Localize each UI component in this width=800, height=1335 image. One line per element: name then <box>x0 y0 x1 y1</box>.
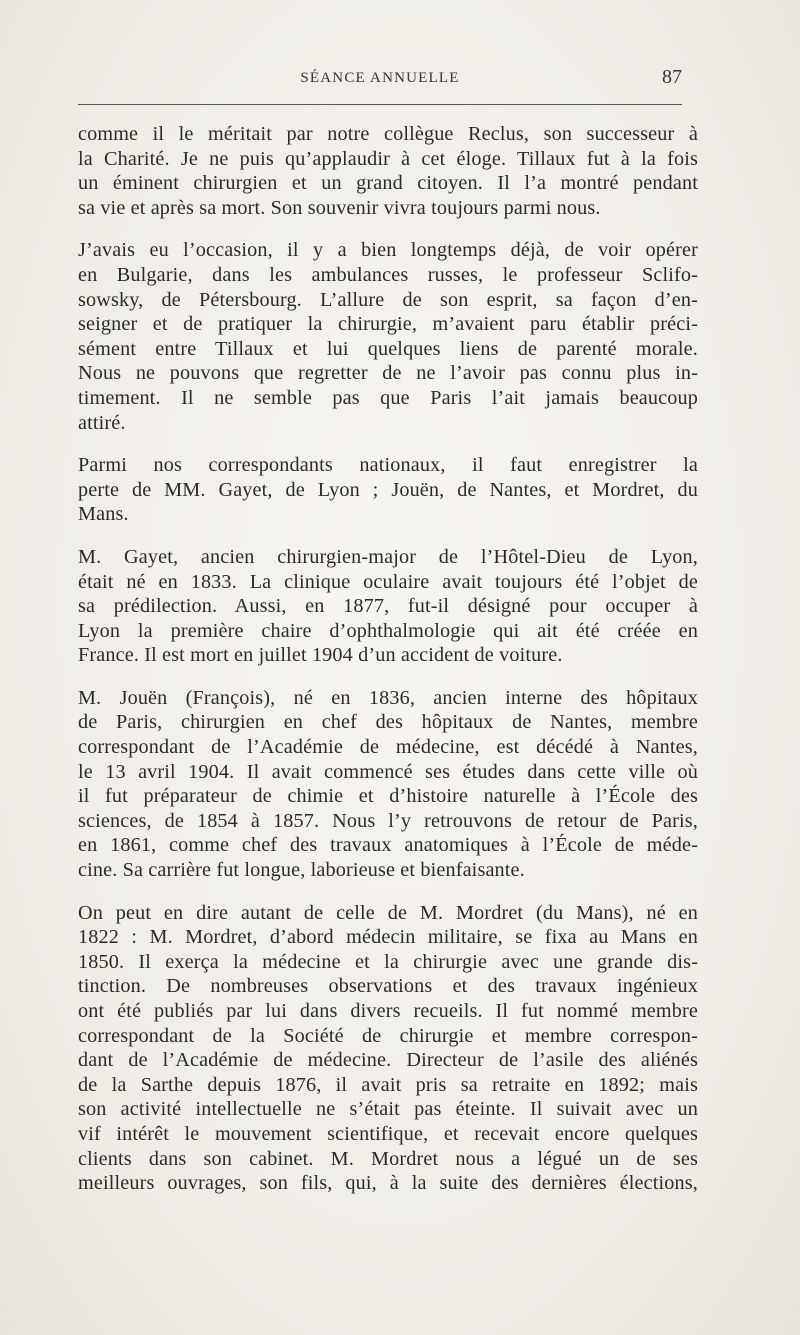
paragraph-3 <box>78 453 698 527</box>
text-line: Mans. <box>78 503 129 526</box>
page-number: 87 <box>662 66 682 88</box>
paragraph-gap <box>78 668 698 686</box>
text-line: sa vie et après sa mort. Son souvenir vivra toujours parmi nous. <box>78 196 601 219</box>
text-line: son activité intellectuelle ne s’était pas éteinte. Il suivait avec un <box>78 1098 698 1121</box>
text-line: On peut en dire autant de celle de M. Mordret (du Mans), né en <box>78 901 698 924</box>
page-header <box>78 66 682 96</box>
text-line: 1822 : M. Mordret, d’abord médecin militaire, se fixa au Mans en <box>78 926 698 949</box>
paragraph-5 <box>78 686 698 883</box>
paragraph-gap <box>78 883 698 901</box>
text-line: timement. Il ne semble pas que Paris l’ait jamais beaucoup <box>78 386 698 409</box>
paragraph-gap <box>78 527 698 545</box>
text-line: sa prédilection. Aussi, en 1877, fut-il désigné pour occuper à <box>78 595 698 618</box>
text-line: vif intérêt le mouvement scientifique, et recevait encore quelques <box>78 1122 698 1145</box>
paragraph-gap <box>78 220 698 238</box>
text-line: Parmi nos correspondants nationaux, il faut enregistrer la <box>78 454 698 477</box>
text-line: de Paris, chirurgien en chef des hôpitaux de Nantes, membre <box>78 711 698 734</box>
text-line: dant de l’Académie de médecine. Directeur de l’asile des aliénés <box>78 1049 698 1072</box>
text-line: M. Gayet, ancien chirurgien-major de l’Hôtel-Dieu de Lyon, <box>78 545 698 568</box>
text-line: était né en 1833. La clinique oculaire avait toujours été l’objet de <box>78 570 698 593</box>
text-line: 1850. Il exerça la médecine et la chirurgie avec une grande dis- <box>78 950 698 973</box>
paragraph-gap <box>78 435 698 453</box>
text-line: M. Jouën (François), né en 1836, ancien interne des hôpitaux <box>78 686 698 709</box>
text-line: de la Sarthe depuis 1876, il avait pris sa retraite en 1892; mais <box>78 1073 698 1096</box>
paragraph-2 <box>78 238 698 435</box>
text-line: sément entre Tillaux et lui quelques liens de parenté morale. <box>78 337 698 360</box>
paragraph-1 <box>78 122 698 220</box>
text-line: il fut préparateur de chimie et d’histoire naturelle à l’École des <box>78 785 698 808</box>
text-line: sciences, de 1854 à 1857. Nous l’y retrouvons de retour de Paris, <box>78 809 698 832</box>
text-line: tinction. De nombreuses observations et des travaux ingénieux <box>78 975 698 998</box>
text-line: meilleurs ouvrages, son fils, qui, à la suite des dernières élections, <box>78 1172 698 1195</box>
text-line: en Bulgarie, dans les ambulances russes, le professeur Sclifo- <box>78 263 698 286</box>
text-line: Lyon la première chaire d’ophthalmologie qui ait été créée en <box>78 619 698 642</box>
text-line: ont été publiés par lui dans divers recueils. Il fut nommé membre <box>78 1000 698 1022</box>
text-line: en 1861, comme chef des travaux anatomiques à l’École de méde- <box>78 834 698 857</box>
text-line: seigner et de pratiquer la chirurgie, m’avaient paru établir préci- <box>78 313 698 336</box>
text-line: correspondant de l’Académie de médecine, est décédé à Nantes, <box>78 736 698 759</box>
text-line: cine. Sa carrière fut longue, laborieuse et bienfaisante. <box>78 859 525 882</box>
text-line: J’avais eu l’occasion, il y a bien longtemps déjà, de voir opérer <box>78 239 698 262</box>
text-line: sowsky, de Pétersbourg. L’allure de son esprit, sa façon d’en- <box>78 288 698 311</box>
text-line: clients dans son cabinet. M. Mordret nous a légué un de ses <box>78 1147 698 1170</box>
text-line: comme il le méritait par notre collègue Reclus, son successeur à <box>78 123 698 145</box>
text-line: Nous ne pouvons que regretter de ne l’avoir pas connu plus in- <box>78 362 698 385</box>
header-rule <box>78 104 682 105</box>
body-text <box>78 122 698 1196</box>
paragraph-4 <box>78 545 698 668</box>
text-line: France. Il est mort en juillet 1904 d’un accident de voiture. <box>78 644 563 667</box>
text-line: un éminent chirurgien et un grand citoyen. Il l’a montré pendant <box>78 172 698 195</box>
text-line: le 13 avril 1904. Il avait commencé ses études dans cette ville où <box>78 760 698 783</box>
running-title: SÉANCE ANNUELLE <box>300 70 460 86</box>
paragraph-6 <box>78 901 698 1196</box>
text-line: la Charité. Je ne puis qu’applaudir à cet éloge. Tillaux fut à la fois <box>78 147 698 170</box>
text-line: attiré. <box>78 411 126 434</box>
text-line: perte de MM. Gayet, de Lyon ; Jouën, de Nantes, et Mordret, du <box>78 478 698 501</box>
text-line: correspondant de la Société de chirurgie et membre correspon- <box>78 1024 698 1047</box>
